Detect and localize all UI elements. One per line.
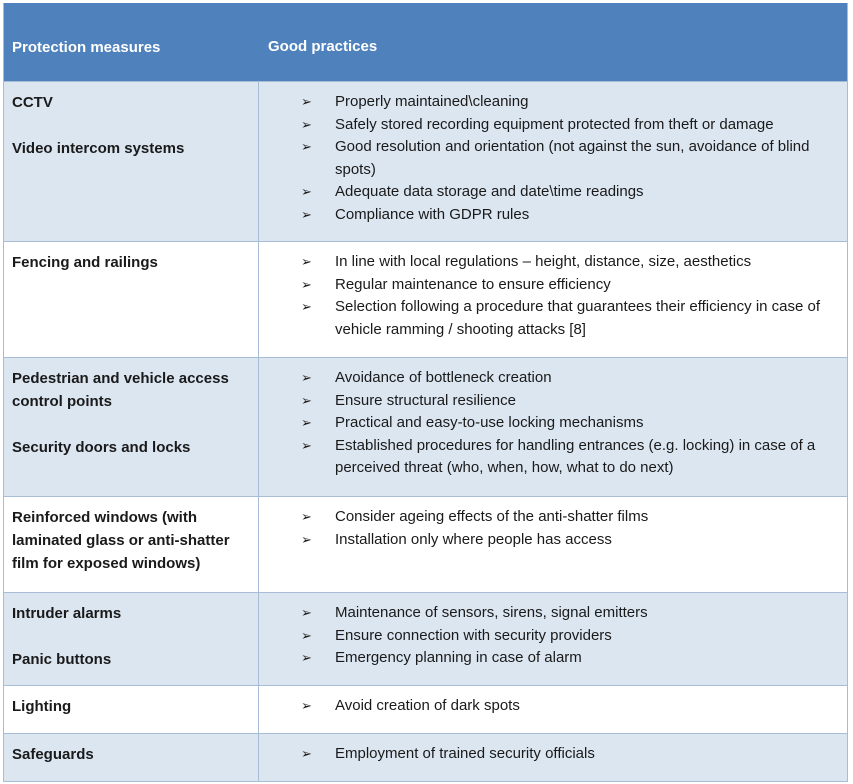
arrow-bullet-icon: ➢ [301,116,312,132]
measure-label: Reinforced windows (with laminated glass or anti-shatter film for exposed windows) [12,509,230,572]
practices-cell [259,734,847,781]
arrow-bullet-icon: ➢ [301,650,312,665]
arrow-bullet-icon: ➢ [301,139,312,154]
table-row-alarms [4,592,847,685]
practice-item: ➢ Consider ageing effects of the anti-shatter films [301,506,839,529]
practice-item: ➢ Established procedures for handling entrances (e.g. locking) in case of a perceived threat (who, when, how, what to do next) [301,436,816,476]
measures-cell [4,242,259,357]
header-good-practices: Good practices [268,38,378,55]
measures-cell [4,593,259,685]
practice-item: ➢ Compliance with GDPR rules [301,204,839,227]
practices-cell [259,358,847,496]
arrow-bullet-icon: ➢ [301,370,312,385]
arrow-bullet-icon: ➢ [301,392,312,408]
measure-label: Safeguards [12,746,94,763]
table-header-row [4,3,847,81]
practices-cell [259,497,847,592]
table-row-access-control [4,357,847,496]
practice-item: ➢ Employment of trained security officials [301,743,839,766]
practices-cell [259,82,847,241]
practice-item: ➢ Adequate data storage and date\time readings [301,181,839,204]
practice-item: ➢ Ensure structural resilience [301,390,839,413]
measure-label: Intruder alarms [12,605,122,622]
practice-item: ➢ Good resolution and orientation (not against the sun, avoidance of blind spots) [301,138,810,178]
practices-cell [259,686,847,733]
protection-measures-table [3,3,848,782]
arrow-bullet-icon: ➢ [301,531,312,547]
practice-item: ➢ Maintenance of sensors, sirens, signal emitters [301,602,839,625]
arrow-bullet-icon: ➢ [301,627,312,643]
table-row-lighting [4,685,847,733]
arrow-bullet-icon: ➢ [301,605,312,620]
table-row-safeguards [4,733,847,781]
practice-item: ➢ Avoidance of bottleneck creation [301,367,839,390]
measure-label: Fencing and railings [12,254,158,271]
header-protection-measures: Protection measures [12,39,161,56]
arrow-bullet-icon: ➢ [301,94,312,109]
arrow-bullet-icon: ➢ [301,276,312,292]
table-row-fencing [4,241,847,357]
arrow-bullet-icon: ➢ [301,206,312,222]
arrow-bullet-icon: ➢ [301,254,312,269]
practice-item: ➢ Safely stored recording equipment protected from theft or damage [301,114,839,137]
measure-label: Video intercom systems [12,140,185,157]
measures-cell [4,358,259,496]
measures-cell [4,734,259,781]
practice-item: ➢ Practical and easy-to-use locking mechanisms [301,412,839,435]
arrow-bullet-icon: ➢ [301,415,312,430]
practice-item: ➢ In line with local regulations – height, distance, size, aesthetics [301,251,839,274]
practice-item: ➢ Selection following a procedure that guarantees their efficiency in case of vehicle ramming / shooting attacks [8] [301,298,821,338]
measures-cell [4,82,259,241]
measure-label: CCTV [12,94,53,111]
measure-label: Pedestrian and vehicle access control points [12,370,229,410]
table-row-cctv [4,81,847,241]
practice-item: ➢ Avoid creation of dark spots [301,695,839,718]
arrow-bullet-icon: ➢ [301,437,312,453]
practices-cell [259,242,847,357]
practice-item: ➢ Properly maintained\cleaning [301,91,839,114]
table-row-windows [4,496,847,592]
arrow-bullet-icon: ➢ [301,184,312,199]
arrow-bullet-icon: ➢ [301,299,312,314]
arrow-bullet-icon: ➢ [301,509,312,524]
practice-item: ➢ Installation only where people has access [301,529,839,552]
practice-item: ➢ Emergency planning in case of alarm [301,647,839,670]
practice-item: ➢ Ensure connection with security providers [301,625,839,648]
practice-item: ➢ Regular maintenance to ensure efficiency [301,274,839,297]
arrow-bullet-icon: ➢ [301,746,312,761]
measures-cell [4,497,259,592]
practices-cell [259,593,847,685]
measure-label: Panic buttons [12,651,112,668]
measure-label: Security doors and locks [12,439,191,456]
measure-label: Lighting [12,698,72,715]
measures-cell [4,686,259,733]
arrow-bullet-icon: ➢ [301,698,312,713]
